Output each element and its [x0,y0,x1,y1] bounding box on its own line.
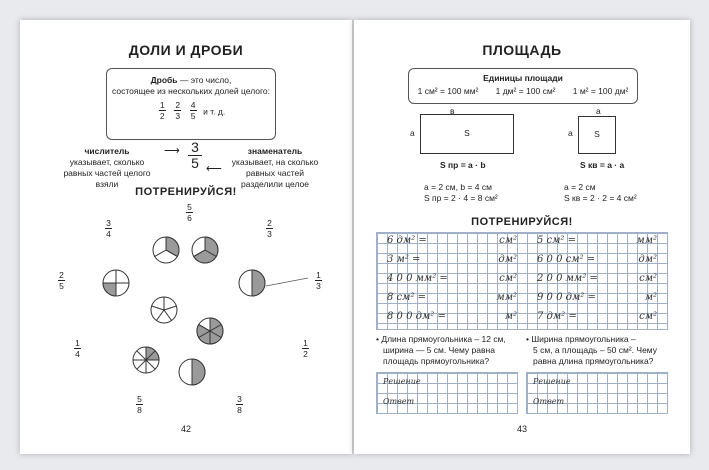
example-square-line: а = 2 см [564,182,596,192]
denominator-line: равных частей [245,168,305,178]
circle-halves-a [239,270,265,296]
denominator-line: указывает, на сколько [231,157,319,167]
conversion-row: 6 0 0 см² = дм² [537,254,657,265]
example-fraction: $\frac{1}{2}$ [159,100,165,121]
right-page [354,20,690,454]
definition-rest: — это число, [177,75,232,85]
circle-fifths [151,297,177,323]
task-1 [376,334,516,367]
conversion-left-column [387,235,517,330]
example-rect-line: S пр = 2 · 4 = 8 см² [424,193,498,203]
rect-a-label: а [410,128,415,138]
conversion-row: 4 0 0 мм² = см² [387,273,517,284]
task-1-bullet: • Длина прямоугольника – 12 см, [376,334,506,344]
rectangle-figure [420,114,514,154]
conversion-row: 7 дм² = см² [537,311,657,322]
right-page-title: ПЛОЩАДЬ [482,42,562,58]
conversion-right-column [537,235,657,330]
conversion-row: 8 0 0 дм² = м² [387,311,517,322]
area-units-box [408,68,638,104]
rect-s-label: S [464,128,470,138]
solution-label: Решение [383,377,421,386]
answer-label: Ответ [383,397,415,406]
big-fraction-numerator: 3 [191,139,199,155]
task-1-answer-grid[interactable] [376,372,518,414]
example-square-line: S кв = 2 · 2 = 4 см² [564,193,637,203]
example-square [564,182,637,204]
fraction-label-3-8: $\frac{3}{8}$ [237,394,242,415]
definition-line2: состоящее из нескольких долей целого: [112,86,270,96]
denominator-title: знаменатель [247,146,303,156]
denominator-line: разделили целое [241,179,309,189]
circle-halves-b [179,359,205,385]
unit-m: 1 м² = 100 дм² [572,86,629,96]
numerator-line: взяли [95,179,119,189]
circle-sixths [197,318,223,344]
task-2 [526,334,676,367]
fraction-label-5-6: $\frac{5}{6}$ [187,202,192,223]
square-formula: S кв = a · a [580,160,625,170]
fraction-label-1-3: $\frac{1}{3}$ [316,270,321,291]
arrow-left-icon: ⟵ [206,163,222,175]
example-fraction: $\frac{2}{3}$ [175,100,181,121]
answer-label: Ответ [533,397,565,406]
solution-label: Решение [533,377,571,386]
conversion-row: 5 см² = мм² [537,235,657,246]
task-2-bullet: • Ширина прямоугольника – [526,334,636,344]
connector-line [266,278,308,286]
task-2-line: 5 см, а площадь – 50 см². Чему [533,345,657,355]
fraction-circles [20,20,352,454]
example-rect-line: а = 2 см, b = 4 см [424,182,492,192]
left-page [20,20,352,454]
definition-term: Дробь [150,75,178,85]
big-fraction-denominator: 5 [191,155,199,171]
right-page-number: 43 [516,424,527,434]
square-figure [578,116,616,154]
units-row [409,86,637,97]
example-fraction: $\frac{4}{5}$ [190,100,196,121]
arrow-right-icon: ⟶ [164,145,180,157]
conversion-row: 2 0 0 мм² = см² [537,273,657,284]
numerator-line: указывает, сколько [69,157,145,167]
task-2-line: равна длина прямоугольника? [533,356,654,366]
circle-quarters-a [103,270,129,296]
task-2-answer-grid[interactable] [526,372,668,414]
square-a-label-left: а [568,128,573,138]
fraction-label-1-4: $\frac{1}{4}$ [75,338,80,359]
rect-formula: S пр = a · b [440,160,486,170]
task-1-line: площадь прямоугольника? [383,356,490,366]
fraction-label-3-4: $\frac{3}{4}$ [106,218,111,239]
conversion-row: 9 0 0 дм² = м² [537,292,657,303]
circle-eighths [133,347,159,373]
fraction-label-1-2: $\frac{1}{2}$ [303,338,308,359]
units-title: Единицы площади [483,73,563,83]
conversion-row: 8 см² = мм² [387,292,517,303]
conversion-row: 6 дм² = см² [387,235,517,246]
square-a-label-top: а [596,106,601,116]
left-page-number: 42 [180,424,191,434]
circle-thirds-a [153,237,179,263]
task-1-line: ширина — 5 см. Чему равна [383,345,495,355]
left-page-title: ДОЛИ И ДРОБИ [128,42,244,58]
left-train-title: ПОТРЕНИРУЙСЯ! [135,186,237,198]
unit-dm: 1 дм² = 100 см² [495,86,556,96]
fraction-label-2-3: $\frac{2}{3}$ [267,218,272,239]
numerator-line: равных частей целого [63,168,151,178]
rect-b-label: в [450,106,455,116]
numerator-title: числитель [84,146,130,156]
example-rect [424,182,498,204]
circle-thirds-b [192,237,218,263]
conversion-grid [376,232,668,330]
definition-etc: и т. д. [203,106,226,117]
conversion-row: 3 м² = дм² [387,254,517,265]
fraction-label-5-8: $\frac{5}{8}$ [137,394,142,415]
square-s-label: S [594,129,600,139]
right-train-title: ПОТРЕНИРУЙСЯ! [471,216,573,228]
fraction-label-2-5: $\frac{2}{5}$ [59,270,64,291]
unit-cm: 1 см² = 100 мм² [417,86,479,96]
